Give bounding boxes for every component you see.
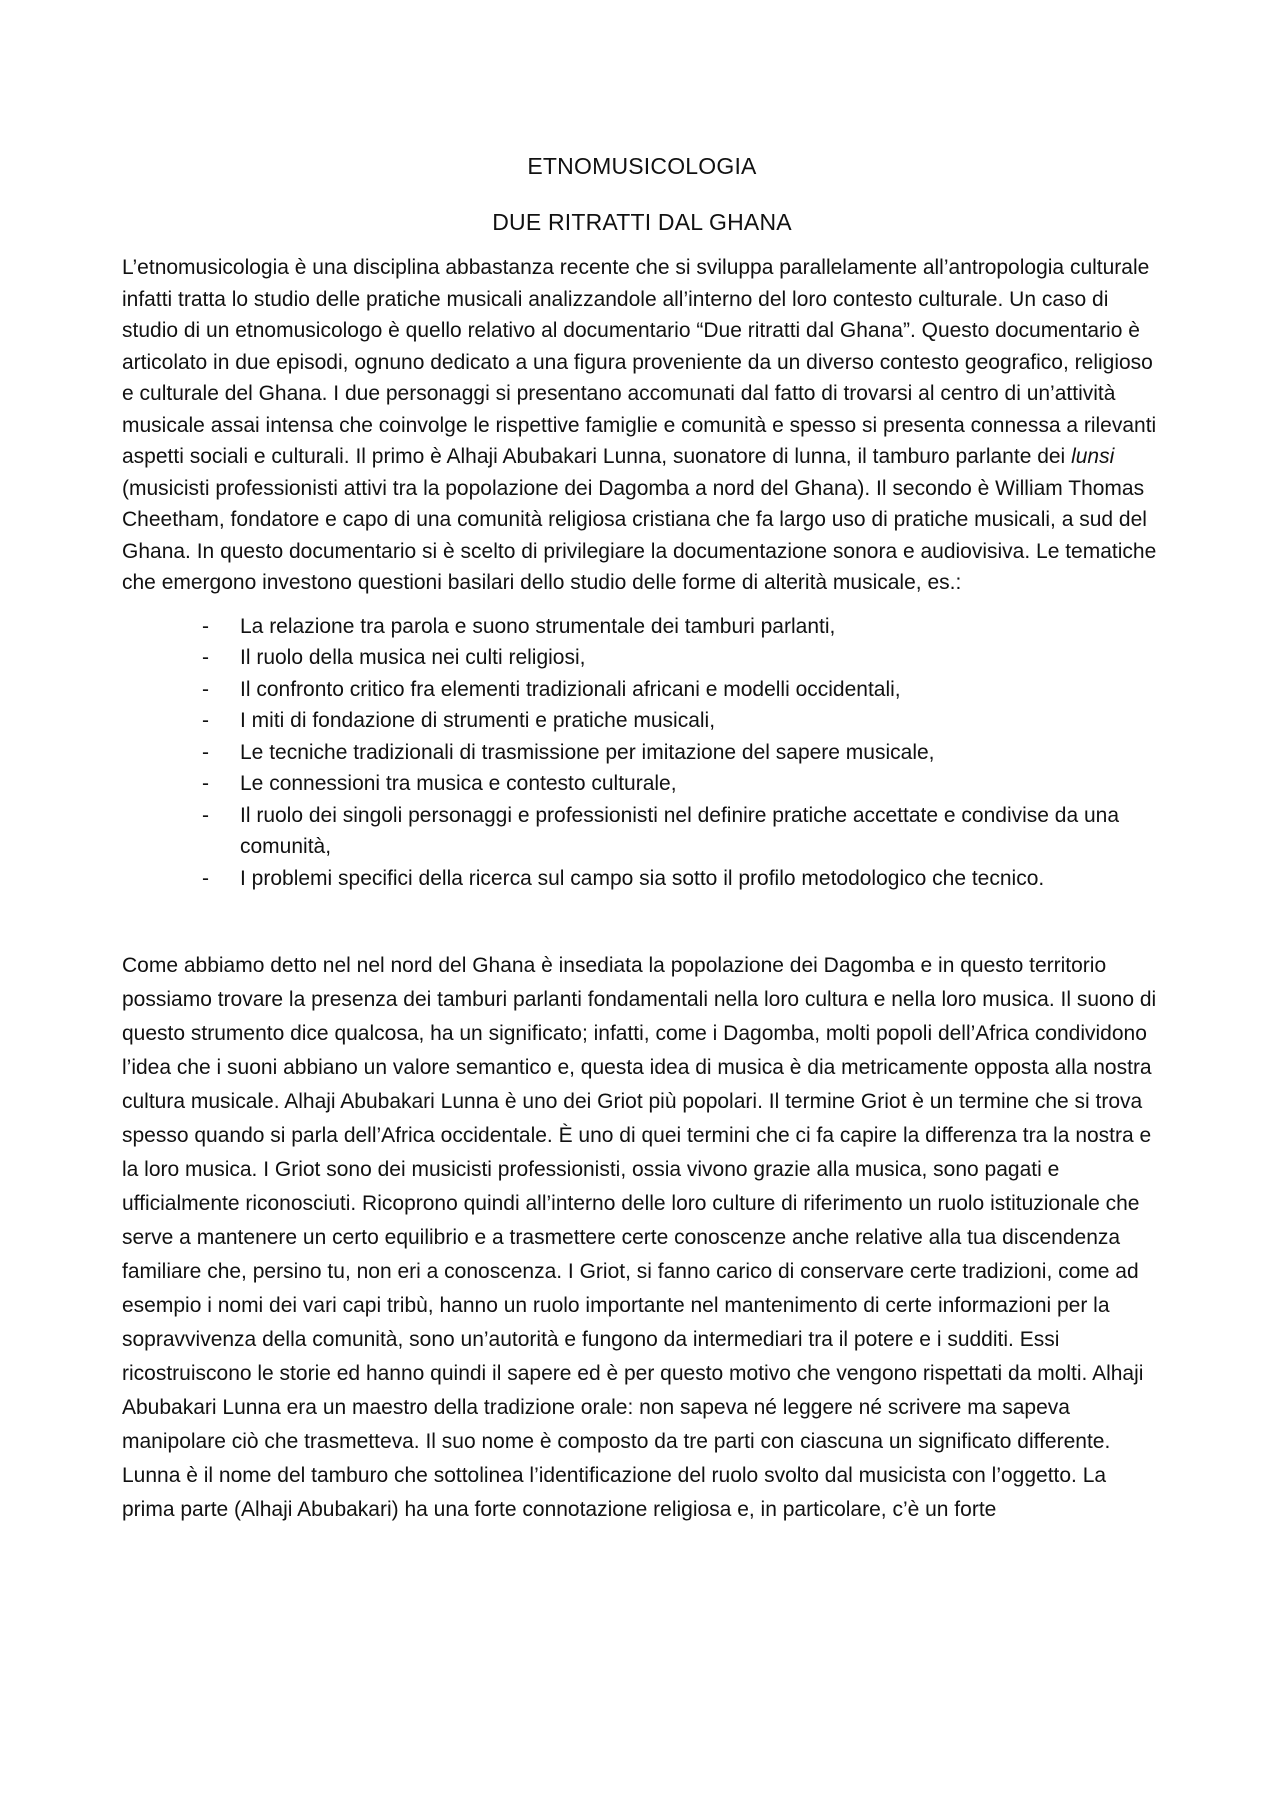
bullet-dash: - — [202, 740, 209, 764]
list-item-text: Le tecniche tradizionali di trasmissione per imitazione del sapere musicale, — [240, 740, 935, 764]
list-item — [122, 642, 1162, 674]
bullet-dash: - — [202, 709, 209, 732]
list-item — [122, 800, 1162, 863]
list-item — [122, 705, 1162, 737]
bullet-dash: - — [202, 866, 209, 890]
bullet-dash: - — [202, 646, 209, 669]
list-item-text: Il confronto critico fra elementi tradizionali africani e modelli occidentali, — [240, 677, 901, 701]
document-title: ETNOMUSICOLOGIA — [527, 153, 757, 179]
bullet-dash: - — [202, 677, 209, 701]
list-item-text: I problemi specifici della ricerca sul campo sia sotto il profilo metodologico che tecnico. — [240, 866, 1045, 890]
bullet-dash: - — [202, 614, 209, 638]
intro-paragraph — [122, 252, 1162, 599]
list-item-text: Il ruolo della musica nei culti religiosi, — [240, 646, 586, 669]
document-subtitle: DUE RITRATTI DAL GHANA — [492, 209, 792, 235]
document-content — [122, 150, 1162, 1527]
list-item-text: Le connessioni tra musica e contesto culturale, — [240, 772, 677, 795]
intro-text-start: L’etnomusicologia è una disciplina abbastanza recente che si sviluppa parallelamente all’antropologia culturale infatti tratta lo studio delle pratiche musicali analizzandole all’interno del loro contesto culturale. Un caso di studio di un etnomusicologo è quello relativo al documentario “Due ritratti dal Ghana”. Questo documentario è articolato in due episodi, ognuno dedicato a una figura proveniente da un diverso contesto geografico, religioso e culturale del Ghana. I due personaggi si presentano accomunati dal fatto di trovarsi al centro di un’attività musicale assai intensa che coinvolge le rispettive famiglie e comunità e spesso si presenta connessa a rilevanti aspetti sociali e culturali. Il primo è Alhaji Abubakari Lunna, suonatore di lunna, il tamburo parlante dei — [122, 256, 1157, 468]
intro-italic-term: lunsi — [1071, 445, 1115, 468]
list-item-text: Il ruolo dei singoli personaggi e professionisti nel definire pratiche accettate e condivise da una comunità, — [240, 803, 1120, 858]
list-item-text: I miti di fondazione di strumenti e pratiche musicali, — [240, 709, 716, 732]
list-item-text: La relazione tra parola e suono strumentale dei tamburi parlanti, — [240, 614, 836, 638]
list-item — [122, 737, 1162, 769]
list-item — [122, 674, 1162, 706]
list-item — [122, 611, 1162, 643]
list-item — [122, 863, 1162, 895]
list-item — [122, 768, 1162, 800]
intro-text-end: (musicisti professionisti attivi tra la popolazione dei Dagomba a nord del Ghana). Il secondo è William Thomas Cheetham, fondatore e capo di una comunità religiosa cristiana che fa largo uso di pratiche musicali, a sud del Ghana. In questo documentario si è scelto di privilegiare la documentazione sonora e audiovisiva. Le tematiche che emergono investono questioni basilari dello studio delle forme di alterità musicale, es.: — [122, 476, 1157, 594]
topics-list — [122, 611, 1162, 895]
bullet-dash: - — [202, 803, 209, 827]
bullet-dash: - — [202, 772, 209, 795]
body-paragraph: Come abbiamo detto nel nel nord del Ghana è insediata la popolazione dei Dagomba e in questo territorio possiamo trovare la presenza dei tamburi parlanti fondamentali nella loro cultura e nella loro musica. Il suono di questo strumento dice qualcosa, ha un significato; infatti, come i Dagomba, molti popoli dell’Africa condividono l’idea che i suoni abbiano un valore semantico e, questa idea di musica è dia metricamente opposta alla nostra cultura musicale. Alhaji Abubakari Lunna è uno dei Griot più popolari. Il termine Griot è un termine che si trova spesso quando si parla dell’Africa occidentale. È uno di quei termini che ci fa capire la differenza tra la nostra e la loro musica. I Griot sono dei musicisti professionisti, ossia vivono grazie alla musica, sono pagati e ufficialmente riconosciuti. Ricoprono quindi all’interno delle loro culture di riferimento un ruolo istituzionale che serve a mantenere un certo equilibrio e a trasmettere certe conoscenze anche relative alla tua discendenza familiare che, persino tu, non eri a conoscenza. I Griot, si fanno carico di conservare certe tradizioni, come ad esempio i nomi dei vari capi tribù, hanno un ruolo importante nel mantenimento di certe informazioni per la sopravvivenza della comunità, sono un’autorità e fungono da intermediari tra il potere e i sudditi. Essi ricostruiscono le storie ed hanno quindi il sapere ed è per questo motivo che vengono rispettati da molti. Alhaji Abubakari Lunna era un maestro della tradizione orale: non sapeva né leggere né scrivere ma sapeva manipolare ciò che trasmetteva. Il suo nome è composto da tre parti con ciascuna un significato differente. Lunna è il nome del tamburo che sottolinea l’identificazione del ruolo svolto dal musicista con l’oggetto. La prima parte (Alhaji Abubakari) ha una forte connotazione religiosa e, in particolare, c’è un forte — [122, 954, 1157, 1521]
